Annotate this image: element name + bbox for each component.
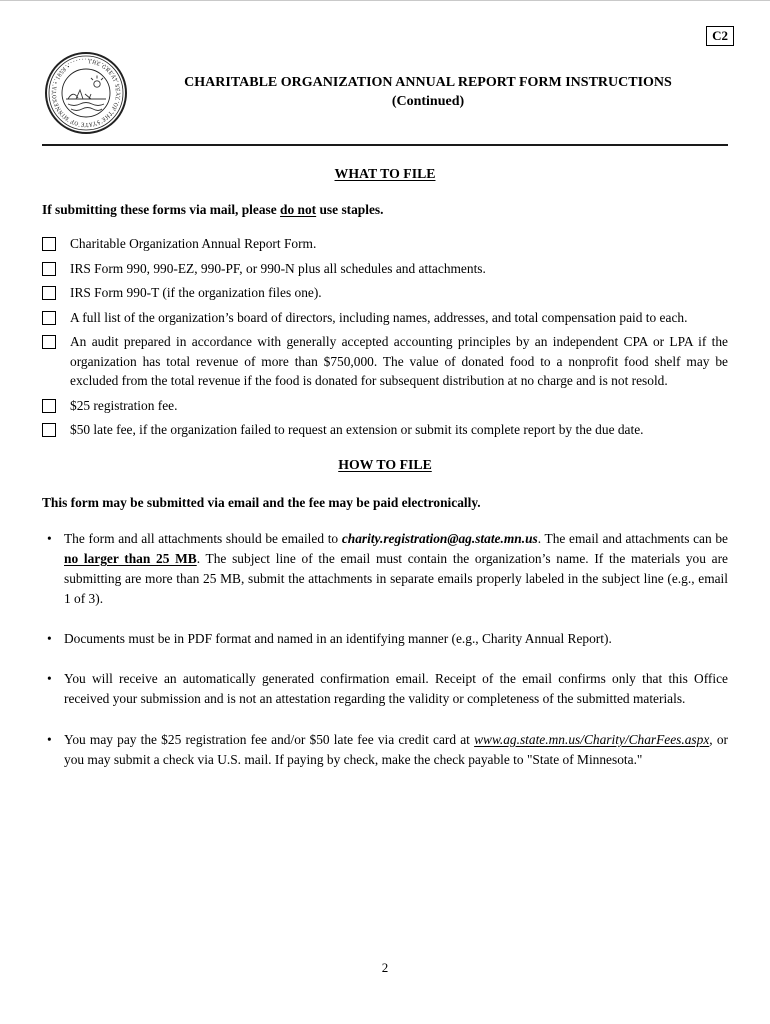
charfees-link[interactable]: www.ag.state.mn.us/Charity/CharFees.aspx bbox=[474, 731, 710, 747]
bullet-icon: • bbox=[47, 631, 52, 647]
document-subtitle: (Continued) bbox=[391, 94, 465, 109]
text-segment: An audit prepared in accordance with generally accepted accounting principles by an independent CPA or LPA if the organization has total revenue of more than $750,000. The value of donated food to a nonprofit food shelf may be excluded from the total revenue if the food is donated for subsequent distribution at no charge and is not resold. bbox=[70, 334, 728, 389]
checklist-item-text bbox=[70, 332, 728, 390]
bullet-item bbox=[42, 629, 728, 649]
how-to-file-list bbox=[42, 529, 728, 770]
text-segment: no larger than 25 MB bbox=[64, 550, 197, 566]
text-segment: use staples. bbox=[316, 202, 384, 217]
bullet-item-text bbox=[64, 629, 728, 649]
page-number: 2 bbox=[381, 960, 389, 975]
text-segment: IRS Form 990-T (if the organization files one). bbox=[70, 285, 322, 301]
what-to-file-heading: WHAT TO FILE bbox=[334, 166, 436, 181]
checklist-item-text bbox=[70, 283, 728, 302]
checklist-item-text bbox=[70, 420, 728, 439]
bullet-item-text bbox=[64, 669, 728, 709]
bullet-icon: • bbox=[47, 671, 52, 687]
checklist-item bbox=[42, 308, 728, 327]
bullet-item bbox=[42, 529, 728, 609]
checklist-item bbox=[42, 332, 728, 390]
text-segment: Charitable Organization Annual Report Form. bbox=[70, 236, 317, 252]
mail-instructions bbox=[42, 200, 728, 219]
bullet-icon: • bbox=[47, 731, 52, 747]
minnesota-state-seal-icon bbox=[44, 51, 128, 135]
checkbox[interactable] bbox=[42, 286, 56, 300]
bullet-item bbox=[42, 669, 728, 709]
document-header bbox=[42, 51, 728, 135]
checkbox[interactable] bbox=[42, 399, 56, 413]
text-segment: Documents must be in PDF format and named in an identifying manner (e.g., Charity Annual Report). bbox=[64, 631, 612, 647]
text-segment: You may pay the $25 registration fee and/or $50 late fee via credit card at bbox=[64, 731, 475, 747]
text-segment: If submitting these forms via mail, please bbox=[42, 202, 281, 217]
checklist-item bbox=[42, 259, 728, 278]
checklist-item bbox=[42, 420, 728, 439]
checklist-item-text bbox=[70, 396, 728, 415]
checklist-item bbox=[42, 396, 728, 415]
checklist-item-text bbox=[70, 234, 728, 253]
email-address: charity.registration@ag.state.mn.us bbox=[341, 530, 538, 546]
checkbox[interactable] bbox=[42, 311, 56, 325]
how-to-file-heading: HOW TO FILE bbox=[338, 457, 432, 473]
header-divider bbox=[42, 144, 728, 146]
checkbox[interactable] bbox=[42, 237, 56, 251]
document-title-block bbox=[128, 74, 728, 112]
text-segment: . The email and attachments can be bbox=[537, 530, 729, 546]
bullet-item-text bbox=[64, 730, 728, 770]
text-segment: , or you may submit a check via U.S. mail. If paying by check, make the check payable to "State of Minnesota." bbox=[64, 731, 728, 767]
checklist-item-text bbox=[70, 308, 728, 327]
text-segment: The form and all attachments should be emailed to bbox=[64, 530, 342, 546]
document-title: CHARITABLE ORGANIZATION ANNUAL REPORT FORM INSTRUCTIONS bbox=[184, 75, 672, 91]
checkbox[interactable] bbox=[42, 335, 56, 349]
bullet-item bbox=[42, 730, 728, 770]
checklist-item-text bbox=[70, 259, 728, 278]
text-segment: $50 late fee, if the organization failed to request an extension or submit its complete report by the due date. bbox=[70, 421, 644, 437]
checkbox[interactable] bbox=[42, 423, 56, 437]
email-submission-note bbox=[42, 493, 728, 512]
checklist-item bbox=[42, 283, 728, 302]
text-segment: $25 registration fee. bbox=[70, 397, 178, 413]
page-code-badge bbox=[706, 26, 734, 46]
bullet-icon: • bbox=[47, 530, 52, 546]
svg-text:THE GREAT SEAL OF THE STATE OF: THE GREAT SEAL OF THE STATE OF MINNESOTA • 1858 • bbox=[51, 59, 121, 128]
bullet-item-text bbox=[64, 529, 728, 609]
checkbox[interactable] bbox=[42, 262, 56, 276]
text-segment: . The subject line of the email must contain the organization’s name. If the materials you are submitting are more than 25 MB, submit the attachments in separate emails properly labeled in the subject line (e.g., email 1 of 3). bbox=[64, 550, 728, 607]
checklist-item bbox=[42, 234, 728, 253]
text-segment: A full list of the organization’s board of directors, including names, addresses, and total compensation paid to each. bbox=[70, 309, 688, 325]
page-code: C2 bbox=[712, 28, 728, 43]
what-to-file-checklist bbox=[42, 234, 728, 439]
text-segment: IRS Form 990, 990-EZ, 990-PF, or 990-N plus all schedules and attachments. bbox=[70, 260, 486, 276]
text-segment: This form may be submitted via email and the fee may be paid electronically. bbox=[42, 495, 481, 511]
text-segment: do not bbox=[280, 202, 317, 217]
text-segment: You will receive an automatically generated confirmation email. Receipt of the email confirms only that this Office received your submission and is not an attestation regarding the validity or completeness of the submitted materials. bbox=[64, 671, 728, 707]
